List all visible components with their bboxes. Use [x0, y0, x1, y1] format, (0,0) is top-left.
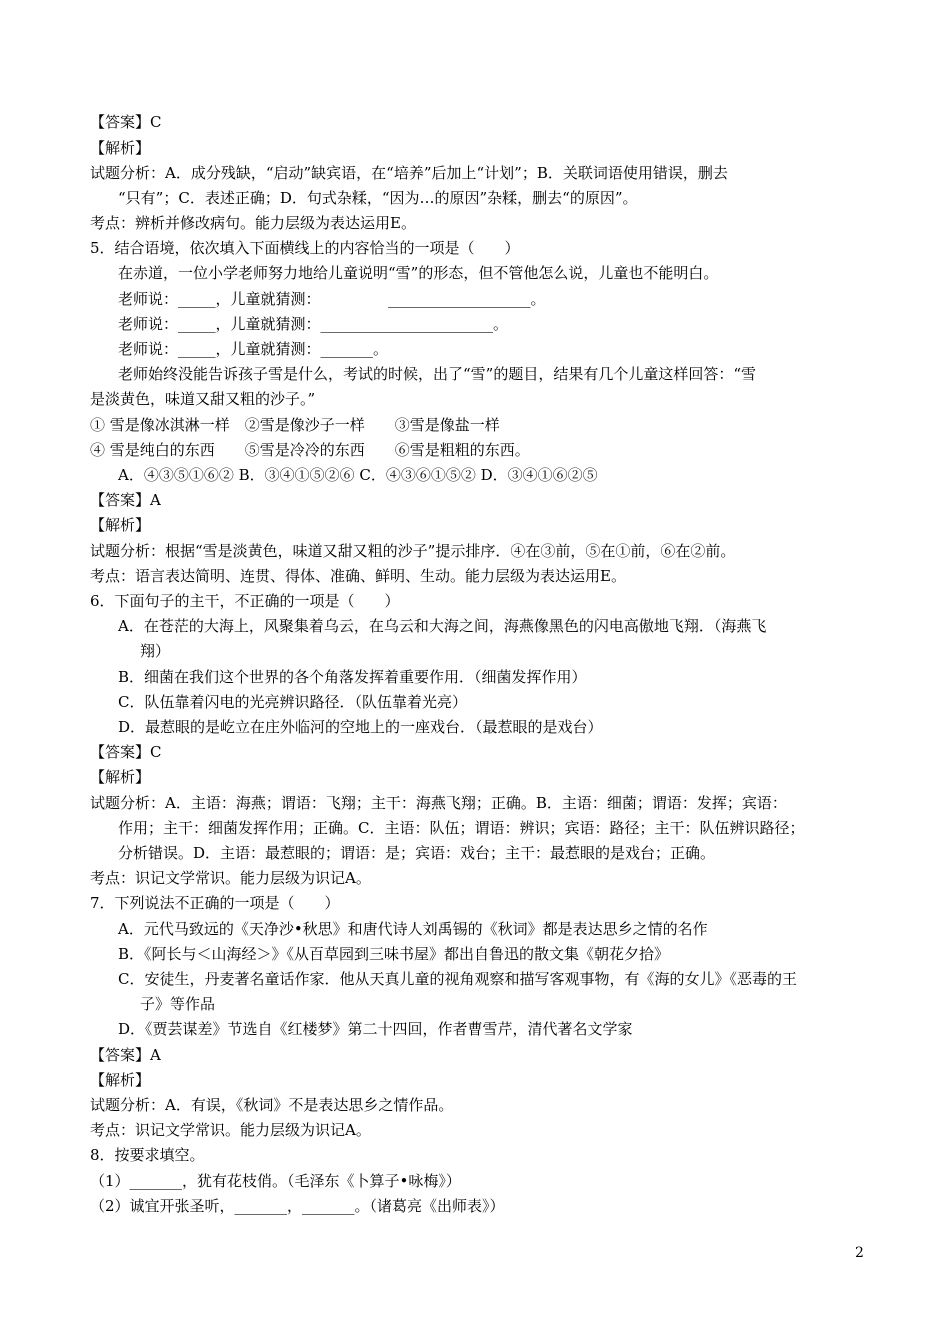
passage-text: 老师始终没能告诉孩子雪是什么，考试的时候，出了“雪”的题目，结果有几个儿童这样回答：“雪 [118, 365, 757, 383]
knowledge-point: 考点：识记文学常识。能力层级为识记A。 [90, 869, 371, 887]
choice-a: A．元代马致远的《天净沙•秋思》和唐代诗人刘禹锡的《秋词》都是表达思乡之情的名作 [118, 920, 708, 938]
choice-b: B．《阿长与＜山海经＞》《从百草园到三味书屋》都出自鲁迅的散文集《朝花夕拾》 [118, 945, 670, 963]
choice-c: C．安徒生，丹麦著名童话作家．他从天真儿童的视角观察和描写客观事物，有《海的女儿》《恶毒的王 [118, 970, 797, 988]
knowledge-point: 考点：语言表达简明、连贯、得体、准确、鲜明、生动。能力层级为表达运用E。 [90, 567, 626, 585]
choice-a-cont: 翔） [140, 642, 171, 660]
question-7: 7．下列说法不正确的一项是（ ） [90, 894, 340, 912]
choice-c: C．队伍靠着闪电的光亮辨识路径．（队伍靠着光亮） [118, 693, 467, 711]
choice-d: D．《贾芸谋差》节选自《红楼梦》第二十四回，作者曹雪芹，清代著名文学家 [118, 1020, 633, 1038]
option-list: ① 雪是像冰淇淋一样 ②雪是像沙子一样 ③雪是像盐一样 [90, 416, 500, 434]
answer-label: 【答案】C [90, 743, 162, 761]
choices: A．④③⑤①⑥② B．③④①⑤②⑥ C．④③⑥①⑤② D．③④①⑥②⑤ [118, 466, 598, 484]
analysis-text: 试题分析：A．成分残缺，“启动”缺宾语，在“培养”后加上“计划”；B．关联词语使用错误，删去 [90, 164, 728, 182]
choice-d: D．最惹眼的是屹立在庄外临河的空地上的一座戏台．（最惹眼的是戏台） [118, 718, 603, 736]
fill-blank-2: （2）诚宜开张圣听，_______，_______。（诸葛亮《出师表》） [90, 1197, 505, 1215]
analysis-label: 【解析】 [90, 516, 151, 534]
passage-text: 老师说：_____，儿童就猜测：_______。 [118, 340, 389, 358]
analysis-text: 试题分析：A．主语：海燕；谓语：飞翔；主干：海燕飞翔；正确。B．主语：细菌；谓语：发挥；宾语： [90, 794, 787, 812]
passage-text: 是淡黄色，味道又甜又粗的沙子。” [90, 390, 316, 408]
answer-label: 【答案】A [90, 491, 161, 509]
knowledge-point: 考点：辨析并修改病句。能力层级为表达运用E。 [90, 214, 416, 232]
option-list: ④ 雪是纯白的东西 ⑤雪是冷冷的东西 ⑥雪是粗粗的东西。 [90, 441, 530, 459]
analysis-text: “只有”；C．表述正确；D．句式杂糅，“因为…的原因”杂糅，删去“的原因”。 [118, 189, 638, 207]
analysis-text: 试题分析：A．有误，《秋词》不是表达思乡之情作品。 [90, 1096, 454, 1114]
fill-blank-1: （1）_______，犹有花枝俏。（毛泽东《卜算子•咏梅》） [90, 1172, 461, 1190]
choice-b: B．细菌在我们这个世界的各个角落发挥着重要作用．（细菌发挥作用） [118, 668, 587, 686]
knowledge-point: 考点：识记文学常识。能力层级为识记A。 [90, 1121, 371, 1139]
page-number: 2 [855, 1245, 864, 1261]
answer-label: 【答案】A [90, 1046, 161, 1064]
analysis-text: 作用；主干：细菌发挥作用；正确。C．主语：队伍；谓语：辨识；宾语：路径；主干：队伍辨识路径； [118, 819, 805, 837]
passage-text: 在赤道，一位小学老师努力地给儿童说明“雪”的形态，但不管他怎么说，儿童也不能明白。 [118, 264, 719, 282]
passage-text: 老师说：_____，儿童就猜测： ___________________。 [118, 290, 546, 308]
analysis-text: 试题分析：根据“雪是淡黄色，味道又甜又粗的沙子”提示排序．④在③前，⑤在①前，⑥在②前。 [90, 542, 736, 560]
answer-label: 【答案】C [90, 113, 162, 131]
analysis-label: 【解析】 [90, 1071, 151, 1089]
question-8: 8．按要求填空。 [90, 1146, 205, 1164]
choice-a: A．在苍茫的大海上，风聚集着乌云，在乌云和大海之间，海燕像黑色的闪电高傲地飞翔．（海燕飞 [118, 617, 767, 635]
choice-c-cont: 子》等作品 [140, 995, 216, 1013]
question-6: 6．下面句子的主干，不正确的一项是（ ） [90, 592, 400, 610]
analysis-label: 【解析】 [90, 768, 151, 786]
question-5: 5．结合语境，依次填入下面横线上的内容恰当的一项是（ ） [90, 239, 520, 257]
analysis-label: 【解析】 [90, 139, 151, 157]
passage-text: 老师说：_____，儿童就猜测：_______________________。 [118, 315, 509, 333]
analysis-text: 分析错误。D．主语：最惹眼的；谓语：是；宾语：戏台；主干：最惹眼的是戏台；正确。 [118, 844, 716, 862]
